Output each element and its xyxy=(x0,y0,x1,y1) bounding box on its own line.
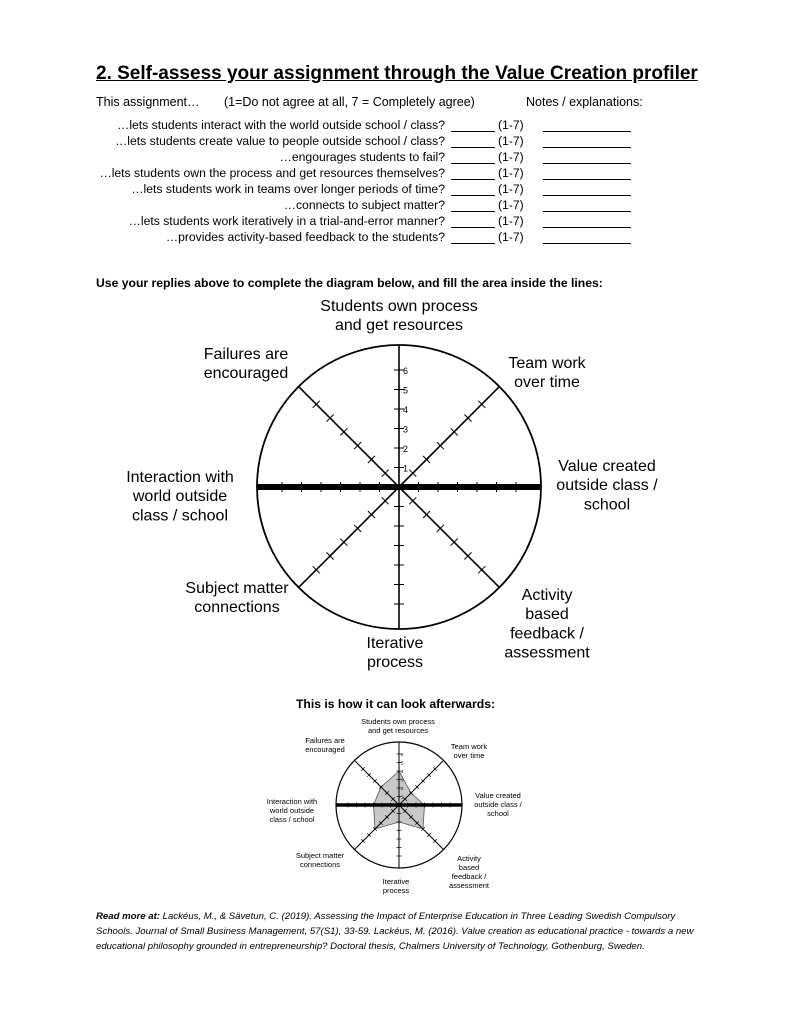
axis-bottom_left xyxy=(299,487,399,587)
example-tick-label: 6 xyxy=(401,752,404,757)
question-text: …provides activity-based feedback to the students? xyxy=(165,230,445,244)
tick-label: 2 xyxy=(403,444,409,454)
example-tick-label: 2 xyxy=(401,786,404,791)
scale-hint: (1-7) xyxy=(498,134,524,148)
scale-hint: (1-7) xyxy=(498,230,524,244)
example-title: This is how it can look afterwards: xyxy=(295,697,496,711)
reference-text: Lackéus, M., & Sävetun, C. (2019). Assessing the Impact of Enterprise Education in Three Leading Swedish Compulsory Schools. Journal of Small Business Management, 57(S1), 33-59. Lackéus, M. (2016). Value creation as educational practice - towards a new educational philosophy grounded in entrepreneurship? Doctoral thesis, Chalmers University of Technology, Gothenburg, Sweden. xyxy=(96,911,694,952)
example-tick-label: 5 xyxy=(401,760,404,766)
axis-label-top: Students own process and get resources xyxy=(320,298,478,335)
scale-hint: (1-7) xyxy=(498,198,524,212)
example-axis-label-right: Value created outside class / school xyxy=(474,791,522,818)
example-tick-label: 4 xyxy=(401,769,404,774)
example-axis-label-bottom-right: Activity based feedback / assessment xyxy=(448,854,490,890)
axis-top_right xyxy=(399,387,499,487)
diagram-instruction: Use your replies above to complete the diagram below, and fill the area inside the lines: xyxy=(96,276,603,290)
axis-label-left: Interaction with world outside class / school xyxy=(126,469,234,525)
axis-label-top-left: Failures are encouraged xyxy=(203,346,289,383)
reference-lead: Read more at: xyxy=(96,911,160,922)
question-text: …lets students work in teams over longer periods of time? xyxy=(131,182,445,196)
page-title: 2. Self-assess your assignment through the Value Creation profiler xyxy=(96,63,698,84)
example-axis-label-bottom-left: Subject matter connections xyxy=(295,851,345,869)
reference xyxy=(96,909,706,954)
example-tick-label: 1 xyxy=(401,794,404,800)
tick-label: 4 xyxy=(403,405,409,415)
example-axis-label-top-right: Team work over time xyxy=(450,742,488,760)
question-text: …lets students work iteratively in a trial-and-error manner? xyxy=(128,214,445,228)
example-axis-label-left: Interaction with world outside class / school xyxy=(266,797,318,824)
scale-hint: (1-7) xyxy=(498,182,524,196)
question-text: …lets students create value to people outside school / class? xyxy=(115,134,445,148)
example-axis-label-bottom: Iterative process xyxy=(382,877,410,895)
example-tick-label: 3 xyxy=(401,777,404,783)
axis-top_left xyxy=(299,387,399,487)
header-lead: This assignment… xyxy=(96,95,200,109)
tick-label: 6 xyxy=(403,366,409,376)
tick-label: 3 xyxy=(403,424,409,435)
axis-bottom_right xyxy=(399,487,499,587)
axis-label-right: Value created outside class / school xyxy=(556,458,658,514)
tick-label: 5 xyxy=(403,385,409,396)
question-text: …lets students own the process and get resources themselves? xyxy=(99,166,445,180)
question-text: …lets students interact with the world outside school / class? xyxy=(117,118,445,132)
axis-label-bottom-left: Subject matter connections xyxy=(185,580,289,617)
scale-hint: (1-7) xyxy=(498,214,524,228)
axis-label-bottom: Iterative process xyxy=(366,635,424,672)
axis-label-top-right: Team work over time xyxy=(508,355,586,392)
question-text: …connects to subject matter? xyxy=(283,198,445,212)
scale-hint: (1-7) xyxy=(498,118,524,132)
example-axis-label-top: Students own process and get resources xyxy=(361,717,435,735)
scale-hint: (1-7) xyxy=(498,150,524,164)
header-notes: Notes / explanations: xyxy=(526,95,643,109)
axis-label-bottom-right: Activity based feedback / assessment xyxy=(504,587,590,662)
scale-hint: (1-7) xyxy=(498,166,524,180)
tick-label: 1 xyxy=(403,463,409,474)
example-axis-label-top-left: Failures are encouraged xyxy=(305,736,345,754)
question-text: …engourages students to fail? xyxy=(279,150,445,164)
header-scale: (1=Do not agree at all, 7 = Completely agree) xyxy=(224,95,475,109)
